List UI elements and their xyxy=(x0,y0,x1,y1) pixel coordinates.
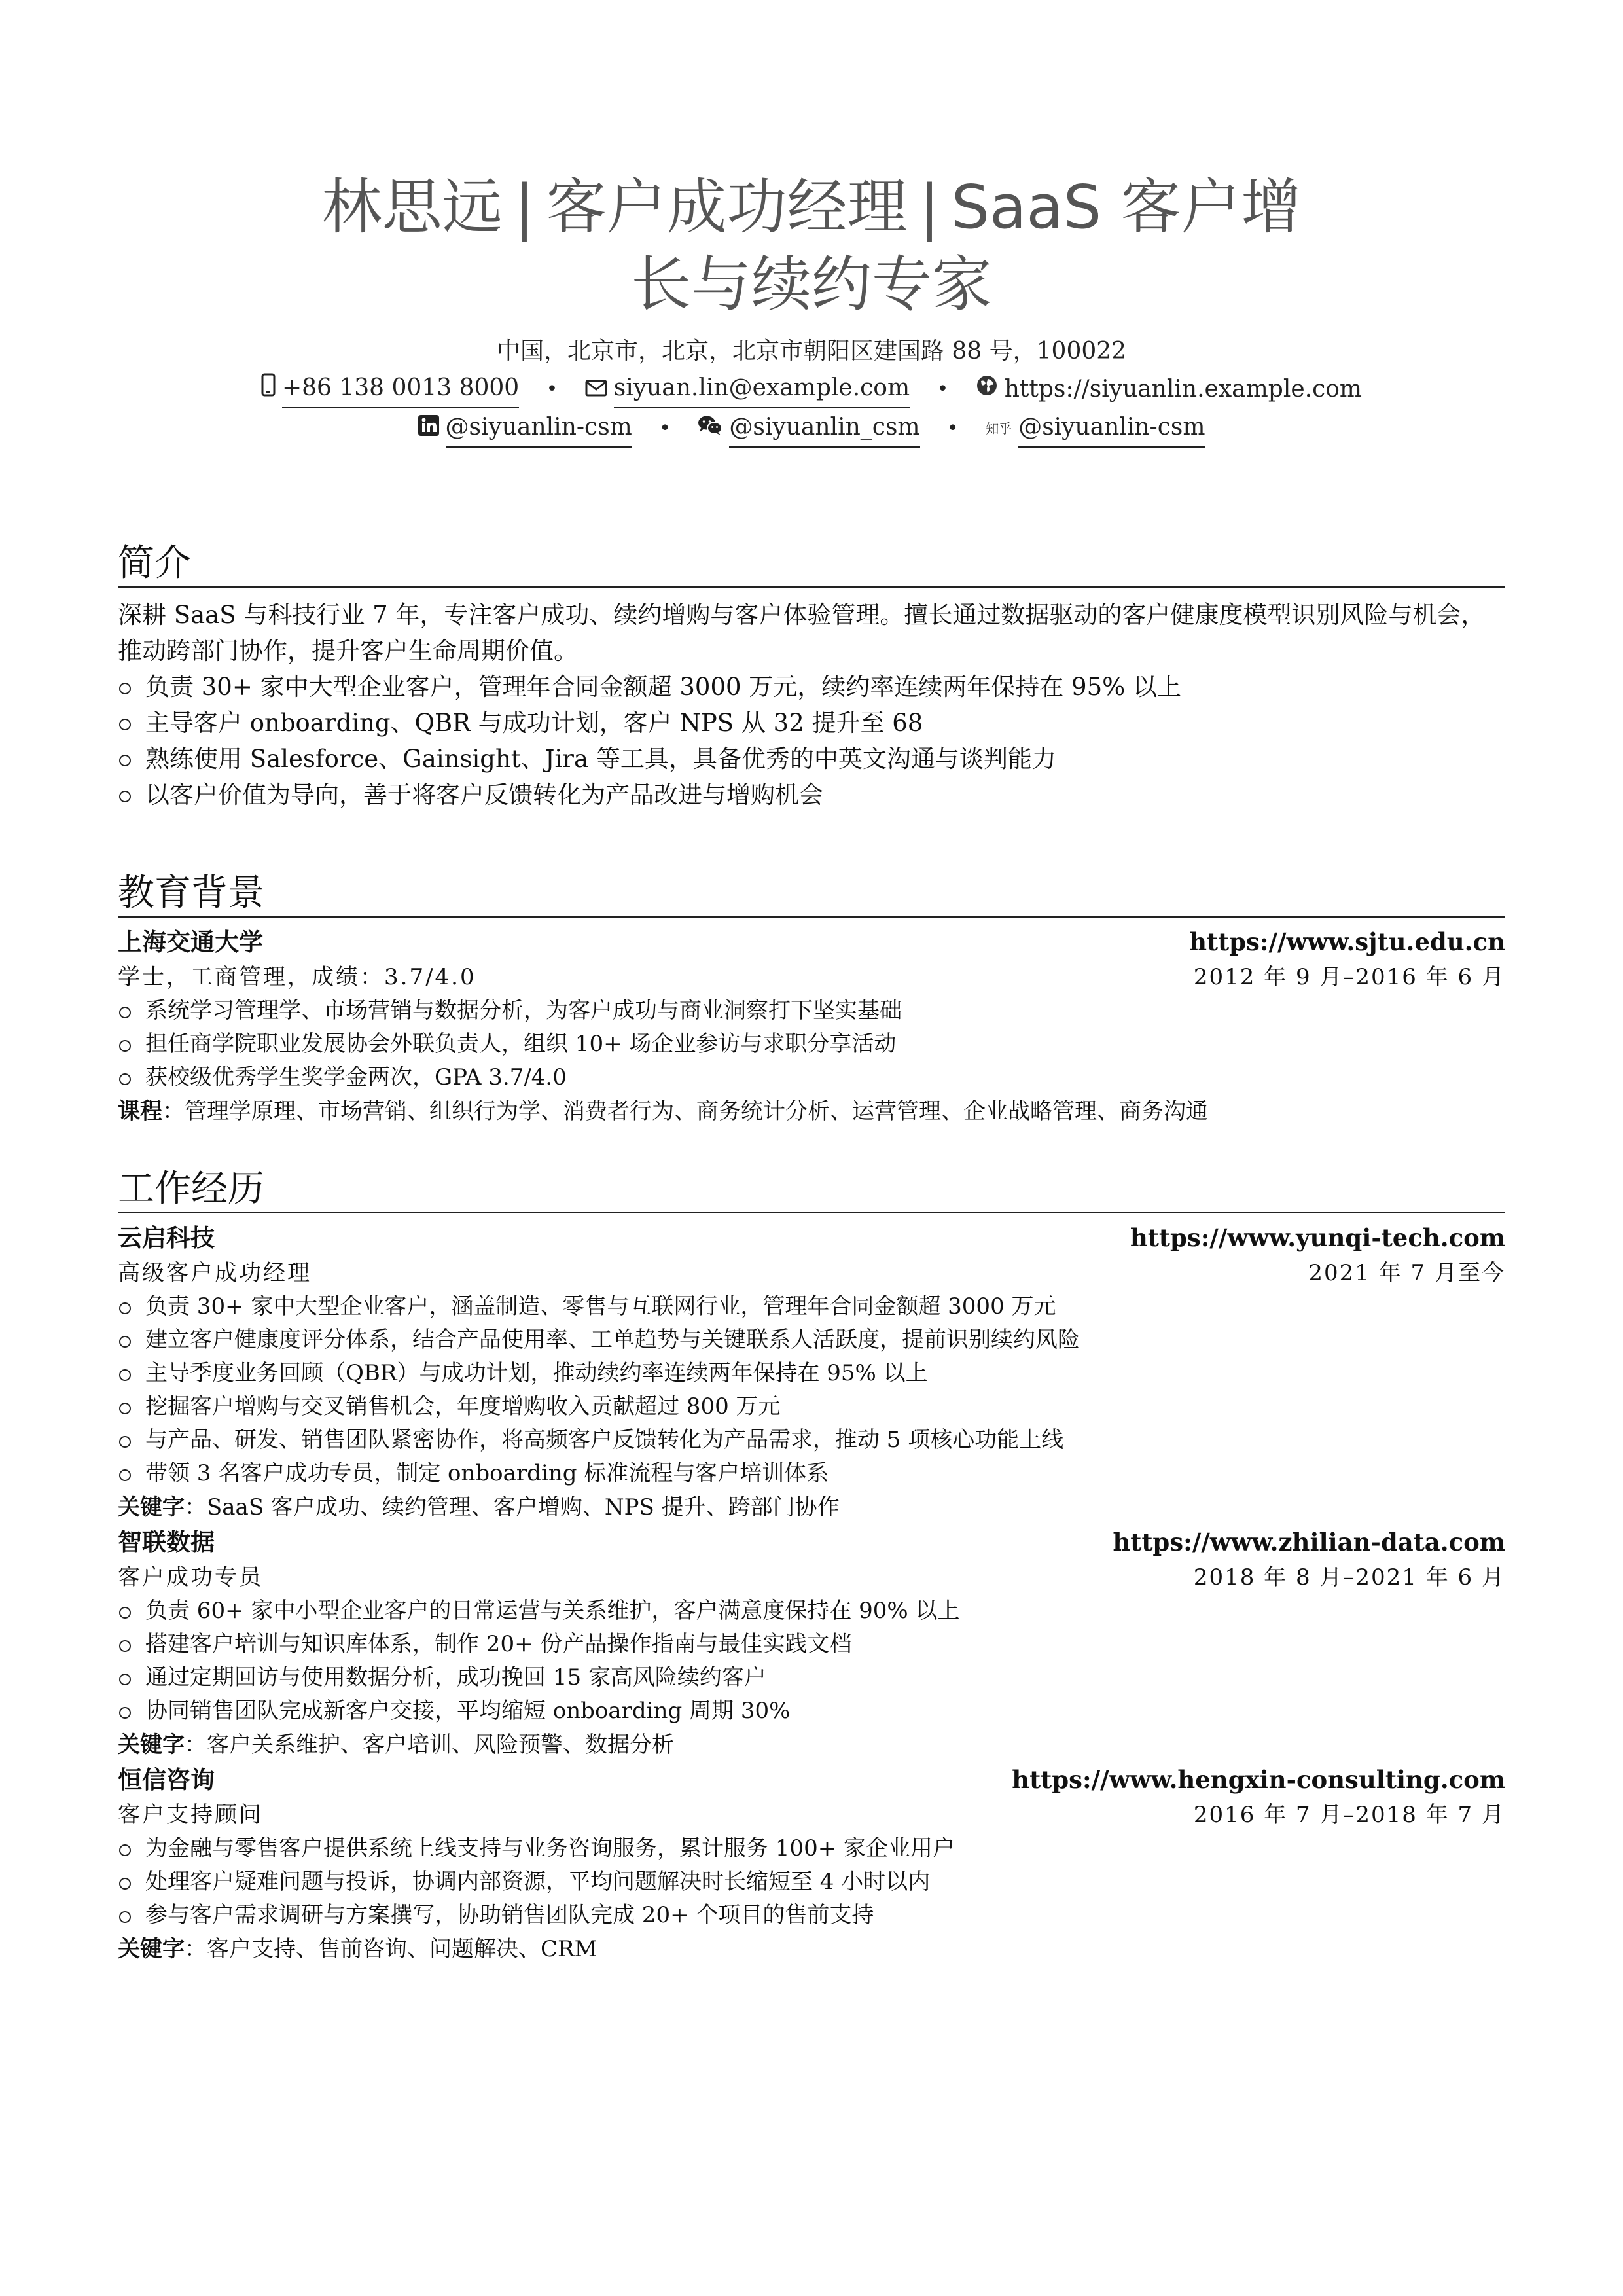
education-bullets xyxy=(118,994,1505,1094)
wechat-contact[interactable] xyxy=(698,410,919,448)
job-detail-row xyxy=(118,1798,1505,1832)
list-item: 与产品、研发、销售团队紧密协作，将高频客户反馈转化为产品需求，推动 5 项核心功能上线 xyxy=(118,1424,1505,1457)
job-entry xyxy=(118,1762,1505,1966)
section-title-summary: 简介 xyxy=(118,541,1505,588)
job-date: 2016 年 7 月–2018 年 7 月 xyxy=(1193,1802,1505,1828)
company-url[interactable]: https://www.yunqi-tech.com xyxy=(1130,1223,1505,1252)
company-name: 智联数据 xyxy=(118,1528,215,1556)
list-item: 负责 30+ 家中大型企业客户，涵盖制造、零售与互联网行业，管理年合同金额超 3000 万元 xyxy=(118,1290,1505,1323)
job-header-row xyxy=(118,1524,1505,1560)
phone-link[interactable]: +86 138 0013 8000 xyxy=(282,370,519,408)
zhihu-link[interactable]: @siyuanlin-csm xyxy=(1018,410,1205,448)
list-item: 以客户价值为导向，善于将客户反馈转化为产品改进与增购机会 xyxy=(118,777,1505,813)
summary-section xyxy=(118,541,1505,813)
job-title: 客户成功经理 xyxy=(546,172,908,242)
linkedin-contact[interactable] xyxy=(418,410,632,448)
specialty-title-line2: 长与续约专家 xyxy=(630,249,992,319)
job-bullets xyxy=(118,1832,1505,1932)
keywords-line xyxy=(118,1728,1505,1762)
separator-dot: • xyxy=(659,417,671,440)
zhihu-icon: 知乎 xyxy=(986,421,1012,437)
separator-dot: • xyxy=(546,378,558,401)
company-name: 恒信咨询 xyxy=(118,1766,215,1794)
keywords-label: 关键字 xyxy=(118,1936,185,1962)
wechat-link[interactable]: @siyuanlin_csm xyxy=(729,410,919,448)
courses-line xyxy=(118,1094,1505,1128)
job-detail-row xyxy=(118,1560,1505,1594)
job-bullets xyxy=(118,1594,1505,1728)
list-item: 主导季度业务回顾（QBR）与成功计划，推动续约率连续两年保持在 95% 以上 xyxy=(118,1357,1505,1390)
list-item: 负责 60+ 家中小型企业客户的日常运营与关系维护，客户满意度保持在 90% 以上 xyxy=(118,1594,1505,1628)
job-role: 客户成功专员 xyxy=(118,1564,263,1590)
list-item: 带领 3 名客户成功专员，制定 onboarding 标准流程与客户培训体系 xyxy=(118,1457,1505,1490)
phone-icon xyxy=(261,372,276,407)
keywords-line xyxy=(118,1490,1505,1524)
job-role: 高级客户成功经理 xyxy=(118,1260,312,1286)
company-url[interactable]: https://www.hengxin-consulting.com xyxy=(1012,1765,1505,1794)
summary-paragraph: 深耕 SaaS 与科技行业 7 年，专注客户成功、续约增购与客户体验管理。擅长通过数据驱动的客户健康度模型识别风险与机会，推动跨部门协作，提升客户生命周期价值。 xyxy=(118,601,1486,665)
title-separator: | xyxy=(919,172,940,242)
section-title-education: 教育背景 xyxy=(118,870,1505,918)
list-item: 熟练使用 Salesforce、Gainsight、Jira 等工具，具备优秀的中英文沟通与谈判能力 xyxy=(118,741,1505,777)
job-date: 2018 年 8 月–2021 年 6 月 xyxy=(1193,1564,1505,1590)
address: 中国，北京市，北京，北京市朝阳区建国路 88 号，100022 xyxy=(496,338,1127,365)
email-contact[interactable] xyxy=(585,370,910,408)
education-date: 2012 年 9 月–2016 年 6 月 xyxy=(1193,964,1505,990)
courses-label: 课程 xyxy=(118,1098,162,1124)
page-title xyxy=(118,169,1505,323)
job-entry xyxy=(118,1220,1505,1524)
education-section xyxy=(118,870,1505,1128)
keywords-list: ：客户支持、售前咨询、问题解决、CRM xyxy=(185,1936,597,1962)
list-item: 处理客户疑难问题与投诉，协调内部资源，平均问题解决时长缩短至 4 小时以内 xyxy=(118,1865,1505,1899)
separator-dot: • xyxy=(947,417,959,440)
keywords-line xyxy=(118,1932,1505,1966)
school-name: 上海交通大学 xyxy=(118,928,263,956)
list-item: 参与客户需求调研与方案撰写，协助销售团队完成 20+ 个项目的售前支持 xyxy=(118,1899,1505,1932)
job-entry xyxy=(118,1524,1505,1762)
linkedin-icon xyxy=(418,411,439,446)
list-item: 通过定期回访与使用数据分析，成功挽回 15 家高风险续约客户 xyxy=(118,1661,1505,1695)
specialty-title-line1: SaaS 客户增 xyxy=(951,172,1302,242)
website-contact[interactable] xyxy=(976,372,1362,407)
list-item: 建立客户健康度评分体系，结合产品使用率、工单趋势与关键联系人活跃度，提前识别续约风险 xyxy=(118,1323,1505,1357)
job-bullets xyxy=(118,1290,1505,1490)
company-name: 云启科技 xyxy=(118,1224,215,1252)
job-role: 客户支持顾问 xyxy=(118,1802,263,1828)
title-separator: | xyxy=(514,172,535,242)
person-name: 林思远 xyxy=(321,172,503,242)
linkedin-link[interactable]: @siyuanlin-csm xyxy=(446,410,632,448)
globe-icon xyxy=(976,372,998,407)
education-header-row xyxy=(118,924,1505,960)
list-item: 负责 30+ 家中大型企业客户，管理年合同金额超 3000 万元，续约率连续两年保持在 95% 以上 xyxy=(118,669,1505,705)
section-title-work: 工作经历 xyxy=(118,1166,1505,1213)
list-item: 系统学习管理学、市场营销与数据分析，为客户成功与商业洞察打下坚实基础 xyxy=(118,994,1505,1028)
keywords-list: ：客户关系维护、客户培训、风险预警、数据分析 xyxy=(185,1732,674,1758)
list-item: 协同销售团队完成新客户交接，平均缩短 onboarding 周期 30% xyxy=(118,1695,1505,1728)
website-link[interactable]: https://siyuanlin.example.com xyxy=(1004,376,1363,403)
work-section xyxy=(118,1166,1505,1966)
keywords-list: ：SaaS 客户成功、续约管理、客户增购、NPS 提升、跨部门协作 xyxy=(185,1494,840,1520)
zhihu-contact[interactable] xyxy=(986,410,1205,448)
job-header-row xyxy=(118,1762,1505,1798)
keywords-label: 关键字 xyxy=(118,1732,185,1758)
school-url[interactable]: https://www.sjtu.edu.cn xyxy=(1189,927,1505,956)
list-item: 获校级优秀学生奖学金两次，GPA 3.7/4.0 xyxy=(118,1061,1505,1094)
list-item: 挖掘客户增购与交叉销售机会，年度增购收入贡献超过 800 万元 xyxy=(118,1390,1505,1424)
email-icon xyxy=(585,372,607,407)
contact-line-primary xyxy=(118,370,1505,408)
summary-bullets xyxy=(118,669,1505,813)
list-item: 主导客户 onboarding、QBR 与成功计划，客户 NPS 从 32 提升至 68 xyxy=(118,705,1505,741)
courses-list: ：管理学原理、市场营销、组织行为学、消费者行为、商务统计分析、运营管理、企业战略管理、商务沟通 xyxy=(162,1098,1208,1124)
separator-dot: • xyxy=(936,378,949,401)
keywords-label: 关键字 xyxy=(118,1494,185,1520)
list-item: 为金融与零售客户提供系统上线支持与业务咨询服务，累计服务 100+ 家企业用户 xyxy=(118,1832,1505,1865)
degree: 学士，工商管理，成绩：3.7/4.0 xyxy=(118,964,476,990)
education-detail-row xyxy=(118,960,1505,994)
contact-line-social xyxy=(118,410,1505,448)
job-detail-row xyxy=(118,1256,1505,1290)
wechat-icon xyxy=(698,411,722,446)
company-url[interactable]: https://www.zhilian-data.com xyxy=(1113,1528,1505,1556)
list-item: 担任商学院职业发展协会外联负责人，组织 10+ 场企业参访与求职分享活动 xyxy=(118,1028,1505,1061)
job-header-row xyxy=(118,1220,1505,1256)
job-date: 2021 年 7 月至今 xyxy=(1308,1260,1505,1286)
phone-contact[interactable] xyxy=(261,370,519,408)
email-link[interactable]: siyuan.lin@example.com xyxy=(614,370,910,408)
list-item: 搭建客户培训与知识库体系，制作 20+ 份产品操作指南与最佳实践文档 xyxy=(118,1628,1505,1661)
